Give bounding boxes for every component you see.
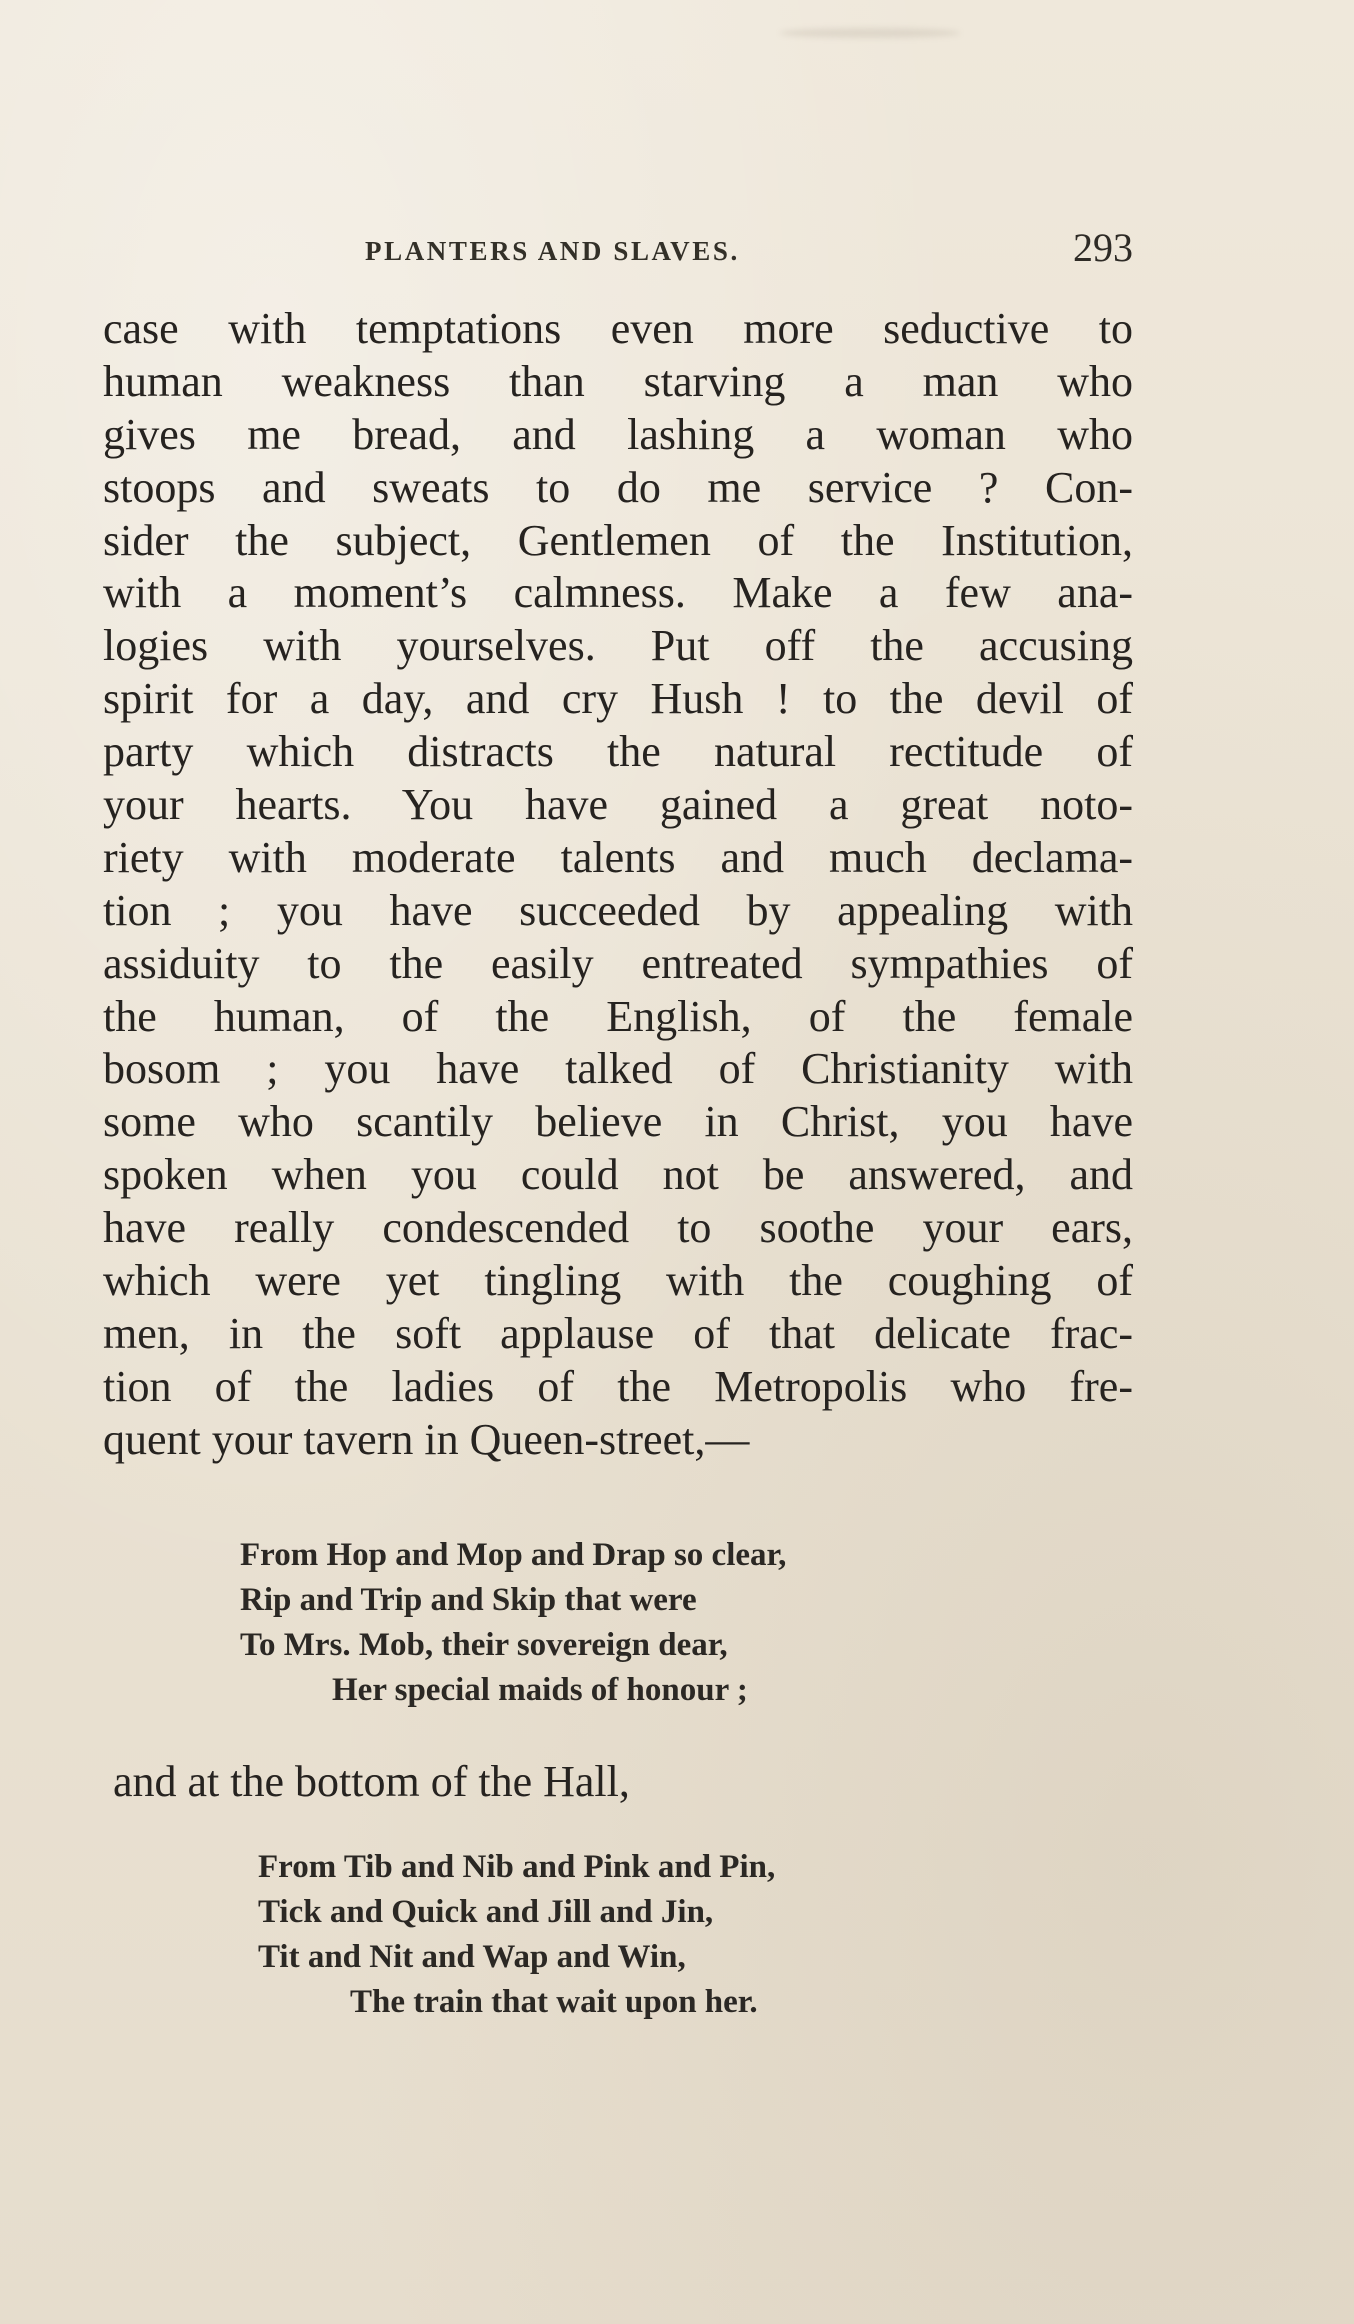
paper-crease [780,28,960,38]
text-line: riety with moderate talents and much declama- [103,832,1133,882]
page-header [103,222,1133,282]
verse-stanza-2 [258,1845,775,2025]
text-line: case with temptations even more seductive to [103,304,1133,353]
text-line: stoops and sweats to do me service ? Con- [103,462,1133,512]
body-paragraph [103,303,1133,1467]
text-line: the human, of the English, of the female [103,991,1133,1041]
text-line: some who scantily believe in Christ, you have [103,1097,1133,1147]
verse-line: Rip and Trip and Skip that were [240,1582,697,1618]
text-line: tion ; you have succeeded by appealing with [103,885,1133,935]
verse-line: To Mrs. Mob, their sovereign dear, [240,1627,728,1663]
text-line: sider the subject, Gentlemen of the Institution, [103,515,1133,565]
verse-line: Tick and Quick and Jill and Jin, [258,1894,714,1930]
text-line: with a moment’s calmness. Make a few ana- [103,568,1133,618]
verse-line: Tit and Nit and Wap and Win, [258,1939,686,1975]
text-line: assiduity to the easily entreated sympathies of [103,938,1133,988]
page-number: 293 [1073,225,1133,270]
text-line: party which distracts the natural rectitude of [103,727,1133,777]
text-line: gives me bread, and lashing a woman who [103,409,1133,459]
text-line: your hearts. You have gained a great noto- [103,780,1133,830]
text-line: quent your tavern in Queen-street,— [103,1414,750,1464]
text-line: have really condescended to soothe your ears, [103,1203,1133,1253]
text-line: men, in the soft applause of that delicate frac- [103,1308,1133,1358]
verse-stanza-1 [240,1533,786,1713]
verse-line: The train that wait upon her. [350,1984,758,2020]
text-line: logies with yourselves. Put off the accusing [103,621,1133,671]
interlude-line: and at the bottom of the Hall, [113,1757,630,1806]
text-line: bosom ; you have talked of Christianity with [103,1044,1133,1094]
text-line: spoken when you could not be answered, and [103,1150,1133,1200]
text-line: which were yet tingling with the coughing of [103,1256,1133,1306]
verse-line: Her special maids of honour ; [332,1672,748,1708]
text-line: spirit for a day, and cry Hush ! to the devil of [103,674,1133,724]
verse-line: From Hop and Mop and Drap so clear, [240,1537,787,1573]
verse-line: From Tib and Nib and Pink and Pin, [258,1849,776,1885]
running-title: PLANTERS AND SLAVES. [365,236,740,266]
text-line: tion of the ladies of the Metropolis who fre- [103,1361,1133,1411]
text-line: human weakness than starving a man who [103,356,1133,406]
